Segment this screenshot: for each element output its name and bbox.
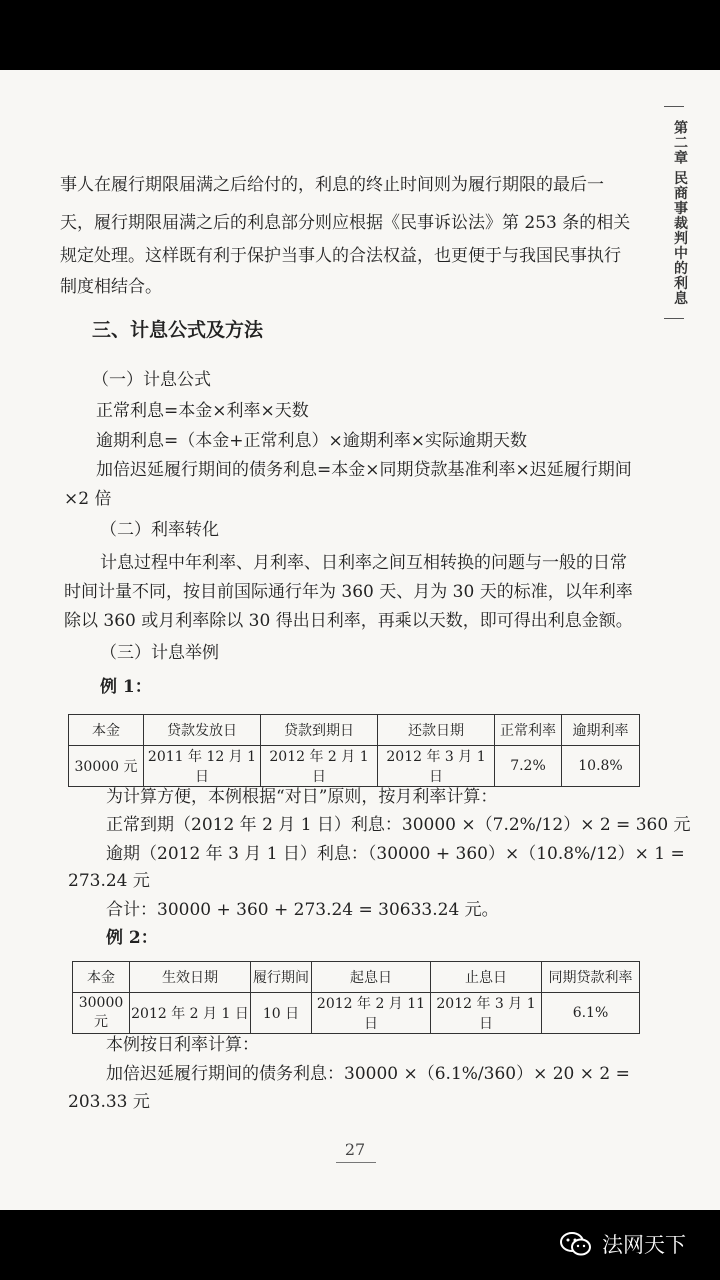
para1-line: 天，履行期限届满之后的利息部分则应根据《民事诉讼法》第 253 条的相关 [60, 213, 631, 233]
watermark [560, 1226, 686, 1262]
table-header: 同期贷款利率 [542, 962, 640, 993]
formula-normal: 正常利息=本金×利率×天数 [96, 401, 309, 421]
wechat-icon [560, 1230, 592, 1258]
table-cell: 2012 年 2 月 1 日 [261, 746, 378, 787]
table-cell: 30000 元 [73, 993, 130, 1034]
example2-table [72, 961, 640, 1034]
table-cell: 10.8% [562, 746, 640, 787]
para1-line: 事人在履行期限届满之后给付的，利息的终止时间则为履行期限的最后一 [60, 175, 604, 195]
table-header: 止息日 [431, 962, 542, 993]
table-header: 履行期间 [251, 962, 312, 993]
table-header: 贷款发放日 [144, 715, 261, 746]
formula-double-line: 加倍迟延履行期间的债务利息=本金×同期贷款基准利率×迟延履行期间 [96, 460, 632, 480]
page-number: 27 [344, 1140, 366, 1159]
table-cell: 2012 年 2 月 11 日 [312, 993, 431, 1034]
para2-line: 除以 360 或月利率除以 30 得出日利率，再乘以天数，即可得出利息金额。 [64, 611, 633, 631]
table-cell: 2012 年 2 月 1 日 [130, 993, 251, 1034]
example1-line: 273.24 元 [68, 871, 150, 891]
para2-line: 时间计量不同，按目前国际通行年为 360 天、月为 30 天的标准，以年利率 [64, 582, 633, 602]
chapter-label: 第二章 [672, 120, 688, 165]
page-number-rule [336, 1162, 376, 1163]
subsection-examples: （三）计息举例 [100, 643, 219, 663]
table-cell: 30000 元 [69, 746, 144, 787]
table-cell: 2012 年 3 月 1 日 [431, 993, 542, 1034]
formula-double-line2: ×2 倍 [64, 489, 112, 509]
table-header: 起息日 [312, 962, 431, 993]
example2-line: 203.33 元 [68, 1092, 150, 1112]
example1-line: 逾期（2012 年 3 月 1 日）利息：（30000 + 360）×（10.8%/12）× 1 = [106, 844, 685, 864]
example2-label: 例 2： [106, 928, 158, 948]
example2-line: 本例按日利率计算： [106, 1035, 259, 1055]
table-cell: 2012 年 3 月 1 日 [378, 746, 495, 787]
table-header: 正常利率 [495, 715, 562, 746]
example1-table [68, 714, 640, 787]
table-cell: 7.2% [495, 746, 562, 787]
subsection-rate: （二）利率转化 [100, 520, 219, 540]
example2-line: 加倍迟延履行期间的债务利息：30000 ×（6.1%/360）× 20 × 2 = [106, 1064, 630, 1084]
top-bar [0, 0, 720, 70]
para1-line: 制度相结合。 [60, 277, 162, 297]
table-header: 贷款到期日 [261, 715, 378, 746]
table-cell: 2011 年 12 月 1 日 [144, 746, 261, 787]
para1-line: 规定处理。这样既有利于保护当事人的合法权益，也更便于与我国民事执行 [60, 246, 621, 266]
example1-line: 正常到期（2012 年 2 月 1 日）利息：30000 ×（7.2%/12）× 2 = 360 元 [106, 815, 691, 835]
para2-line: 计息过程中年利率、月利率、日利率之间互相转换的问题与一般的日常 [100, 553, 627, 573]
table-header: 生效日期 [130, 962, 251, 993]
subsection-formula: （一）计息公式 [92, 370, 211, 390]
side-rule-bottom [664, 318, 684, 319]
example1-line: 为计算方便，本例根据“对日”原则，按月利率计算： [106, 787, 498, 807]
example1-total: 合计：30000 + 360 + 273.24 = 30633.24 元。 [106, 900, 499, 920]
chapter-side-header [658, 120, 688, 306]
table-header: 本金 [69, 715, 144, 746]
table-cell: 10 日 [251, 993, 312, 1034]
table-cell: 6.1% [542, 993, 640, 1034]
section-title: 三、计息公式及方法 [92, 319, 264, 341]
chapter-title: 民商事裁判中的利息 [672, 170, 688, 306]
table-header: 还款日期 [378, 715, 495, 746]
side-rule-top [664, 106, 684, 107]
example1-label: 例 1： [100, 677, 152, 697]
formula-overdue: 逾期利息=（本金+正常利息）×逾期利率×实际逾期天数 [96, 431, 527, 451]
table-header: 本金 [73, 962, 130, 993]
table-header: 逾期利率 [562, 715, 640, 746]
watermark-text: 法网天下 [602, 1233, 686, 1257]
